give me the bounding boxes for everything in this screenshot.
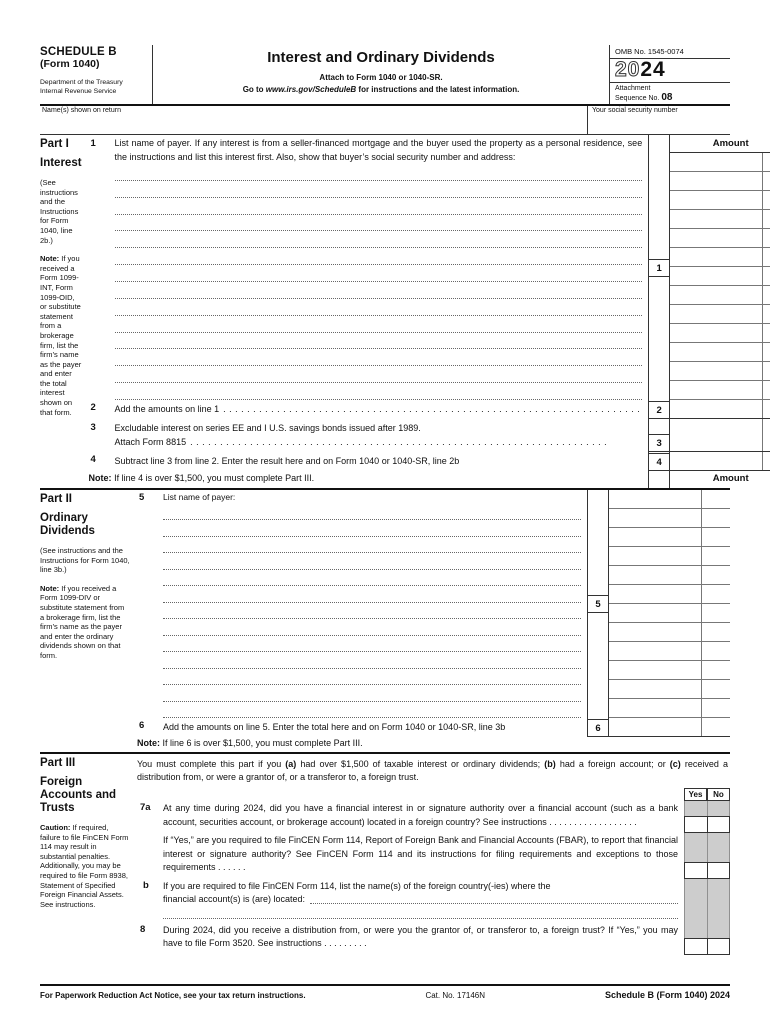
- name-label: Name(s) shown on return: [42, 107, 121, 114]
- interest-payer-entry-line[interactable]: [115, 198, 643, 215]
- part1-label: Part I: [40, 138, 69, 150]
- line7a-number: 7a: [140, 802, 151, 813]
- line8-yes-box[interactable]: [684, 938, 708, 955]
- shaded-no-cell: [707, 833, 731, 862]
- amount-column-header-2: Amount: [712, 473, 749, 484]
- part1-note: [40, 254, 82, 417]
- part2-see-instructions: (See instructions and the Instructions for Form 1040, line 3b.): [40, 546, 130, 575]
- form-header-left: [40, 45, 152, 104]
- dividend-payer-entry-line[interactable]: [163, 669, 581, 685]
- part1-title: Interest: [40, 157, 82, 169]
- line3-cells: [648, 419, 770, 452]
- dividend-payer-lines: [163, 504, 581, 718]
- line5-number: 5: [139, 492, 145, 503]
- dividend-amount-cell[interactable]: [609, 509, 730, 528]
- question-8-row: [137, 923, 730, 955]
- part2-label: Part II: [40, 493, 72, 505]
- identity-row: [40, 106, 730, 135]
- attachment-sequence: [610, 83, 730, 104]
- line4-amount-cell[interactable]: [670, 452, 770, 471]
- line6-row: [137, 718, 730, 737]
- interest-amount-cell[interactable]: [670, 343, 770, 362]
- line5-row: [137, 490, 730, 718]
- line2-box: [648, 400, 670, 419]
- line8-no-box[interactable]: [708, 938, 731, 955]
- part3-sidebar: [40, 754, 137, 984]
- dept-line2: Internal Revenue Service: [40, 87, 117, 95]
- line3-text: [115, 419, 649, 452]
- dividend-amount-cell[interactable]: [609, 661, 730, 680]
- line8-question: During 2024, did you receive a distribution from, or were you the grantor of, or transferor to, a foreign trust? If “Yes,” you may have to file Form 3520. See instructions . . . . . . . . .: [163, 924, 678, 948]
- interest-payer-entry-line[interactable]: [115, 248, 643, 265]
- line3-dot-leaders: . . . . . . . . . . . . . . . . . . . . . . . . . . . . . . . . . . . . . . . . . . . . . . . . . . . . . . . . . . . . . . . . . . . . . .: [190, 436, 608, 447]
- interest-payer-entry-line[interactable]: [115, 349, 643, 366]
- interest-payer-entry-line[interactable]: [115, 181, 643, 198]
- goto-suffix: for instructions and the latest information.: [356, 85, 520, 94]
- dividend-payer-entry-line[interactable]: [163, 586, 581, 602]
- dividend-payer-entry-line[interactable]: [163, 537, 581, 553]
- part1-bottom-note-text: If line 4 is over $1,500, you must complete Part III.: [114, 473, 315, 483]
- line1-row: [89, 135, 770, 400]
- line7a-fbar-yes-box[interactable]: [684, 862, 708, 879]
- line7a-yes-box[interactable]: [684, 816, 708, 833]
- interest-amount-rows: [670, 153, 770, 400]
- interest-amount-cell[interactable]: [670, 324, 770, 343]
- line3-text-line2: Attach Form 8815: [114, 436, 187, 447]
- shaded-no-cell: [707, 923, 731, 938]
- omb-number: OMB No. 1545-0074: [610, 45, 730, 59]
- part2-bottom-note: [137, 737, 730, 752]
- dividend-payer-entry-line[interactable]: [163, 619, 581, 635]
- line1-main: [115, 135, 649, 400]
- line1-amount-block: [648, 135, 770, 400]
- line7b-text-line2: financial account(s) is (are) located:: [163, 894, 306, 904]
- part2-bottom-note-label: Note:: [137, 738, 160, 748]
- line5-box-strip: [587, 490, 609, 718]
- interest-amount-cell[interactable]: [670, 305, 770, 324]
- shaded-no-cell: [707, 801, 731, 816]
- dividend-payer-entry-line[interactable]: [163, 685, 581, 701]
- line7a-q2-answers: [684, 862, 730, 879]
- line7b-number: b: [143, 879, 149, 891]
- no-column-header: No: [707, 788, 730, 801]
- line7a-q1-answers: [684, 816, 730, 833]
- dividend-payer-entry-line[interactable]: [163, 570, 581, 586]
- dividend-amount-cell[interactable]: [609, 699, 730, 718]
- dept-line1: Department of the Treasury: [40, 79, 123, 86]
- line5-box-number: 5: [588, 595, 608, 613]
- interest-amount-cell[interactable]: [670, 362, 770, 381]
- interest-amount-cell[interactable]: [670, 153, 770, 172]
- line2-box-number: 2: [649, 401, 669, 418]
- intro-seg1: You must complete this part if you: [137, 759, 286, 769]
- line4-cells: [648, 452, 770, 471]
- sequence-number: 08: [661, 91, 673, 103]
- line7a-no-box[interactable]: [708, 816, 731, 833]
- part1-note-label: Note:: [40, 254, 60, 264]
- dividend-payer-entry-line[interactable]: [163, 702, 581, 718]
- line6-text: Add the amounts on line 5. Enter the total here and on Form 1040 or 1040-SR, line 3b: [163, 722, 506, 732]
- line7b-country-entry-line2[interactable]: [163, 907, 678, 919]
- part2-bottom-note-text: If line 6 is over $1,500, you must complete Part III.: [162, 738, 363, 748]
- shaded-yes-cell: [684, 801, 707, 816]
- dividend-amount-cell[interactable]: [609, 680, 730, 699]
- amount-column-header: Amount: [670, 135, 770, 153]
- line2-row: [89, 400, 770, 419]
- part1-bottom-note-row: [89, 471, 770, 488]
- interest-payer-entry-line[interactable]: [115, 265, 643, 282]
- line3-box: [648, 419, 670, 452]
- line2-number: 2: [90, 402, 96, 413]
- part3-caution: [40, 823, 130, 909]
- interest-payer-lines: [115, 164, 643, 400]
- part3-title: Foreign Accounts and Trusts: [40, 776, 117, 814]
- attach-instruction: Attach to Form 1040 or 1040-SR.: [319, 73, 443, 82]
- part3-label: Part III: [40, 757, 76, 769]
- part3-caution-text: If required, failure to file FinCEN Form 114 may result in substantial penalties. Additionally, you may be required to file Form 8938, Statement of Specified Foreign Financial Assets. See instructions.: [40, 823, 129, 909]
- yes-column-header: Yes: [684, 788, 707, 801]
- schedule-label: SCHEDULE B: [40, 46, 117, 58]
- part2-section: [40, 490, 730, 754]
- part3-main: [137, 754, 730, 984]
- line1-box-strip: [648, 135, 670, 400]
- year-outline: 20: [615, 58, 641, 81]
- agency-label: [40, 79, 148, 96]
- tax-year: [610, 59, 730, 83]
- line7b-country-entry[interactable]: [310, 893, 678, 904]
- interest-amount-cell[interactable]: [670, 210, 770, 229]
- irs-url-link[interactable]: www.irs.gov/ScheduleB: [265, 85, 357, 94]
- part1-main: [89, 135, 770, 488]
- interest-payer-entry-line[interactable]: [115, 215, 643, 232]
- line5-main: [163, 490, 587, 718]
- interest-payer-entry-line[interactable]: [115, 316, 643, 333]
- question-7a-row: [137, 801, 730, 833]
- form-header-right: [610, 45, 730, 104]
- dividend-amount-cell[interactable]: [609, 547, 730, 566]
- interest-payer-entry-line[interactable]: [115, 164, 643, 181]
- part3-intro: [137, 754, 730, 788]
- line8-yesno: [684, 923, 730, 955]
- form-number-label: (Form 1040): [40, 58, 100, 70]
- dividend-payer-entry-line[interactable]: [163, 652, 581, 668]
- line2-cells: [648, 400, 770, 419]
- line7a-q2-shaded: [684, 833, 730, 862]
- line3-box-number: 3: [649, 434, 669, 451]
- intro-seg4: received a distribution from, or were a grantor of, or a transferor to, a foreign trust.: [137, 759, 728, 782]
- attachment-label: Attachment: [615, 85, 651, 92]
- dividend-amount-cell[interactable]: [609, 585, 730, 604]
- line7a-q1-shaded: [684, 801, 730, 816]
- ssn-field[interactable]: [587, 106, 730, 134]
- interest-amount-column: [670, 135, 770, 400]
- line5-label: List name of payer:: [163, 492, 236, 502]
- line7a-q1-yesno: [684, 801, 730, 833]
- shaded-yes-cell: [684, 833, 707, 862]
- dividend-amount-cell[interactable]: [609, 490, 730, 509]
- dividend-amount-cell[interactable]: [609, 566, 730, 585]
- line4-row: [89, 452, 770, 471]
- shaded-yes-cell: [684, 879, 707, 923]
- dividend-amount-rows: [609, 490, 730, 718]
- line7a-question1: At any time during 2024, did you have a financial interest in or signature authority over a financial account (such as a bank account, securities account, or brokerage account) located in a foreign country? See instructions . . . . . . . . . . . . . . . . . .: [163, 803, 678, 827]
- interest-amount-cell[interactable]: [670, 191, 770, 210]
- form-footer: [40, 986, 730, 1000]
- part3-caution-label: Caution:: [40, 823, 71, 832]
- line6-box-number: 6: [588, 719, 608, 736]
- line4-number: 4: [90, 454, 96, 465]
- part2-title: Ordinary Dividends: [40, 512, 95, 537]
- shaded-yes-cell: [684, 923, 707, 938]
- line7a-question2: If “Yes,” are you required to file FinCEN Form 114, Report of Foreign Bank and Financial Accounts (FBAR), to report that financial interest or signature authority? See FinCEN Form 114 and its instructions for filing requirements and exceptions to those requirements . . . . . .: [163, 835, 678, 872]
- goto-instruction: [161, 85, 601, 94]
- catalog-number: Cat. No. 17146N: [425, 991, 486, 1000]
- interest-payer-entry-line[interactable]: [115, 366, 643, 383]
- line1-instructions: List name of payer. If any interest is from a seller-financed mortgage and the buyer used the property as a personal residence, see the instructions and list this interest first. Also, show that buyer’s social security number and address:: [114, 138, 643, 162]
- part1-see-instructions: (See instructions and the Instructions for Form 1040, line 2b.): [40, 178, 79, 245]
- part1-bottom-note-label: Note:: [88, 473, 112, 483]
- line7b-text-line1: If you are required to file FinCEN Form 114, list the name(s) of the foreign country(-ies) where the: [163, 880, 551, 891]
- line3-number: 3: [90, 422, 96, 433]
- line6-amount-cell[interactable]: [609, 718, 730, 737]
- line3-text-line1: Excludable interest on series EE and I U.S. savings bonds issued after 1989.: [114, 423, 421, 433]
- yes-no-header-row: [137, 788, 730, 801]
- sequence-label: Sequence No.: [615, 94, 662, 102]
- ssn-label: Your social security number: [592, 107, 678, 114]
- interest-amount-cell[interactable]: [670, 267, 770, 286]
- form-header: [40, 45, 730, 106]
- line4-text: Subtract line 3 from line 2. Enter the result here and on Form 1040 or 1040-SR, line 2b: [114, 456, 460, 466]
- interest-amount-cell[interactable]: [670, 229, 770, 248]
- line7b-shaded: [684, 879, 730, 923]
- line8-answers: [684, 938, 730, 955]
- intro-c: (c): [669, 759, 681, 769]
- line8-number: 8: [140, 923, 146, 935]
- interest-payer-entry-line[interactable]: [115, 282, 643, 299]
- interest-amount-cell[interactable]: [670, 381, 770, 400]
- line6-box: [587, 718, 609, 737]
- question-7a-fbar-row: [137, 833, 730, 879]
- interest-amount-cell[interactable]: [670, 248, 770, 267]
- line7a-fbar-number: [137, 833, 163, 879]
- line7a-q2-yesno: [684, 833, 730, 879]
- part1-section: [40, 135, 749, 490]
- line7b-yesno-shaded: [684, 879, 730, 923]
- part1-bottom-note: [89, 471, 649, 488]
- line8-shaded: [684, 923, 730, 938]
- dividend-amount-column: [609, 490, 730, 718]
- part2-amount-header-cells: [648, 471, 770, 488]
- part2-sidebar: [40, 490, 137, 752]
- dividend-amount-cell[interactable]: [609, 623, 730, 642]
- interest-amount-cell[interactable]: [670, 286, 770, 305]
- line1-number: 1: [90, 138, 96, 149]
- question-7b-row: [137, 879, 730, 923]
- dividend-payer-entry-line[interactable]: [163, 603, 581, 619]
- interest-payer-entry-line[interactable]: [115, 333, 643, 350]
- dividend-payer-entry-line[interactable]: [163, 504, 581, 520]
- yes-no-spacer: [137, 788, 684, 801]
- dividend-payer-entry-line[interactable]: [163, 636, 581, 652]
- form-header-center: [152, 45, 610, 104]
- line7b-text: [163, 879, 684, 923]
- paperwork-notice: For Paperwork Reduction Act Notice, see your tax return instructions.: [40, 991, 306, 1000]
- part2-note-text: If you received a Form 1099-DIV or substitute statement from a brokerage firm, list the firm’s name as the payer and enter the ordinary dividends shown on that form.: [40, 583, 125, 660]
- dividend-amount-cell[interactable]: [609, 604, 730, 623]
- shaded-no-cell: [707, 879, 731, 923]
- line5-amount-block: [587, 490, 730, 718]
- intro-seg3: had a foreign account; or: [555, 759, 670, 769]
- interest-payer-entry-line[interactable]: [115, 299, 643, 316]
- line3-row: [89, 419, 770, 452]
- name-field[interactable]: [40, 106, 587, 134]
- intro-b: (b): [544, 759, 556, 769]
- dividend-amount-cell[interactable]: [609, 528, 730, 547]
- interest-payer-entry-line[interactable]: [115, 231, 643, 248]
- line4-box: [648, 452, 670, 471]
- line3-amount-cell[interactable]: [670, 419, 770, 452]
- part1-note-text: If you received a Form 1099-INT, Form 1099-OID, or substitute statement from a brokerage firm, list the firm’s name as the payer and enter the total interest shown on that form.: [40, 254, 82, 417]
- line7a-fbar-no-box[interactable]: [708, 862, 731, 879]
- dividend-payer-entry-line[interactable]: [163, 520, 581, 536]
- part2-box-strip-top: [648, 471, 670, 488]
- part2-note-label: Note:: [40, 583, 60, 593]
- line4-box-number: 4: [649, 453, 669, 470]
- interest-amount-cell[interactable]: [670, 172, 770, 191]
- line2-amount-cell[interactable]: [670, 400, 770, 419]
- line2-label: Add the amounts on line 1: [114, 404, 220, 414]
- line2-text: [115, 400, 649, 419]
- part2-note: [40, 584, 130, 661]
- line6-cells: [587, 718, 730, 737]
- interest-payer-entry-line[interactable]: [115, 383, 643, 400]
- line6-number: 6: [139, 720, 145, 731]
- line1-box-number: 1: [649, 259, 669, 277]
- part2-main: [137, 490, 730, 752]
- intro-a: (a): [285, 759, 297, 769]
- footer-form-id: Schedule B (Form 1040) 2024: [604, 990, 730, 1000]
- form-title: Interest and Ordinary Dividends: [267, 49, 495, 66]
- part3-section: [40, 754, 730, 986]
- goto-prefix: Go to: [242, 85, 266, 94]
- line2-dot-leaders: . . . . . . . . . . . . . . . . . . . . . . . . . . . . . . . . . . . . . . . . . . . . . . . . . . . . . . . . . . . . . . . . . . . . . .: [223, 404, 641, 414]
- year-bold: 24: [640, 58, 666, 81]
- intro-seg2: had over $1,500 of taxable interest or ordinary dividends;: [296, 759, 545, 769]
- part1-sidebar: [40, 135, 89, 488]
- dividend-amount-cell[interactable]: [609, 642, 730, 661]
- dividend-payer-entry-line[interactable]: [163, 553, 581, 569]
